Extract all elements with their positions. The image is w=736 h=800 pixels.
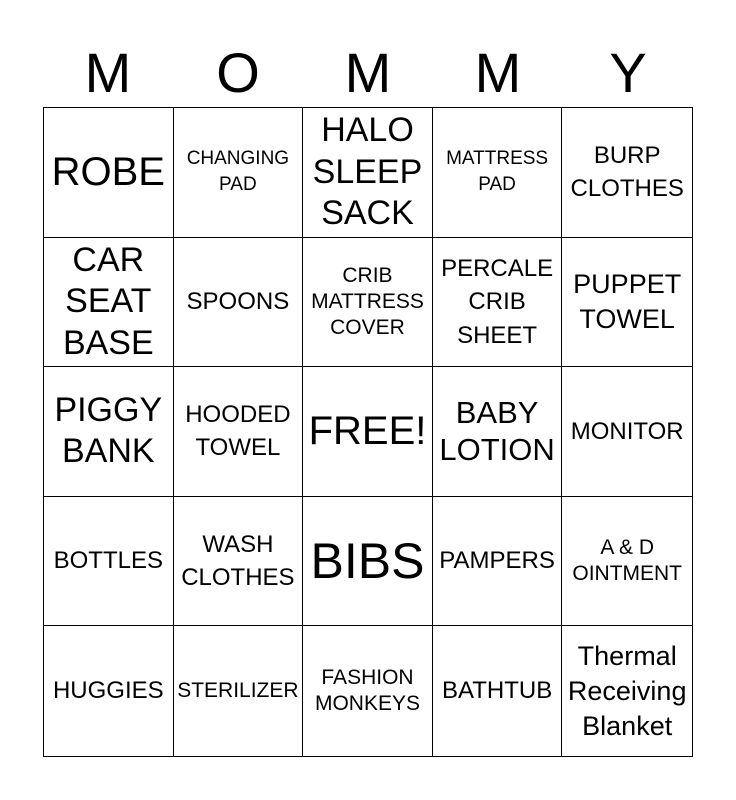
bingo-cell[interactable]: PERCALE CRIB SHEET bbox=[433, 238, 563, 368]
bingo-cell[interactable]: CRIB MATTRESS COVER bbox=[303, 238, 433, 368]
bingo-cell[interactable]: Thermal Receiving Blanket bbox=[567, 640, 687, 741]
bingo-cell[interactable]: MATTRESS PAD bbox=[433, 108, 563, 238]
bingo-cell[interactable]: STERILIZER bbox=[174, 626, 304, 756]
bingo-cell[interactable]: HUGGIES bbox=[44, 626, 174, 756]
bingo-cell[interactable]: HALO SLEEP SACK bbox=[303, 108, 433, 238]
header-letter-m2: M bbox=[344, 41, 392, 104]
bingo-cell[interactable]: CHANGING PAD bbox=[174, 108, 304, 238]
bingo-cell[interactable]: SPOONS bbox=[174, 238, 304, 368]
bingo-cell[interactable]: ROBE bbox=[44, 108, 174, 238]
header-letter-m1: M bbox=[84, 41, 132, 104]
bingo-cell[interactable]: BOTTLES bbox=[44, 497, 174, 627]
bingo-cell[interactable]: FASHION MONKEYS bbox=[303, 626, 433, 756]
header-letter-m3: M bbox=[474, 41, 522, 104]
bingo-cell[interactable]: WASH CLOTHES bbox=[174, 497, 304, 627]
bingo-cell[interactable]: BURP CLOTHES bbox=[562, 108, 692, 238]
bingo-cell[interactable]: MONITOR bbox=[562, 367, 692, 497]
bingo-cell[interactable]: PIGGY BANK bbox=[44, 367, 174, 497]
bingo-cell[interactable]: PAMPERS bbox=[433, 497, 563, 627]
bingo-cell[interactable]: CAR SEAT BASE bbox=[44, 238, 174, 368]
bingo-cell free-space[interactable]: FREE! bbox=[303, 367, 433, 497]
bingo-cell[interactable]: A & D OINTMENT bbox=[562, 497, 692, 627]
bingo-cell[interactable]: BATHTUB bbox=[433, 626, 563, 756]
bingo-header bbox=[43, 40, 693, 106]
bingo-cell[interactable]: PUPPET TOWEL bbox=[562, 238, 692, 368]
header-letter-o: O bbox=[216, 41, 260, 104]
header-letter-y: Y bbox=[609, 41, 647, 104]
bingo-cell[interactable]: BIBS bbox=[303, 497, 433, 627]
bingo-grid bbox=[43, 107, 693, 757]
bingo-cell[interactable]: HOODED TOWEL bbox=[174, 367, 304, 497]
bingo-cell[interactable]: BABY LOTION bbox=[433, 367, 563, 497]
